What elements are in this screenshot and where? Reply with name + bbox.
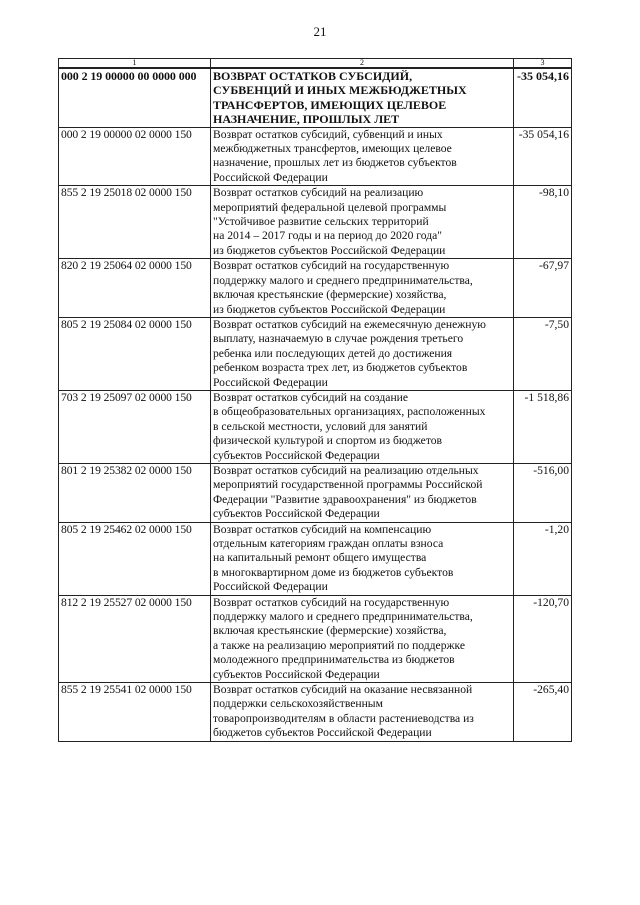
description-line: а также на реализацию мероприятий по поддержке — [213, 638, 465, 652]
description-line: товаропроизводителям в области растениеводства из — [213, 711, 474, 725]
description-line: Возврат остатков субсидий на ежемесячную денежную — [213, 317, 486, 331]
description-line: в многоквартирном доме из бюджетов субъектов — [213, 565, 454, 579]
description — [211, 522, 514, 595]
description-line: Возврат остатков субсидий на государственную — [213, 259, 450, 273]
column-number: 1 — [59, 59, 211, 69]
table-body — [59, 68, 572, 741]
table-row — [59, 683, 572, 742]
description-line: Возврат остатков субсидий на компенсацию — [213, 522, 432, 536]
table-row — [59, 463, 572, 522]
amount: -1 518,86 — [514, 390, 572, 463]
description-line: молодежного предпринимательства из бюджетов — [213, 653, 455, 667]
description-line: Российской Федерации — [213, 375, 328, 389]
amount: -7,50 — [514, 317, 572, 390]
description-line: ВОЗВРАТ ОСТАТКОВ СУБСИДИЙ, — [213, 69, 413, 83]
description — [211, 595, 514, 682]
table-row — [59, 68, 572, 127]
description-line: СУБВЕНЦИЙ И ИНЫХ МЕЖБЮДЖЕТНЫХ — [213, 83, 467, 98]
description-line: Российской Федерации — [213, 580, 328, 594]
budget-table — [58, 58, 572, 742]
budget-code: 805 2 19 25084 02 0000 150 — [59, 317, 211, 390]
amount: -98,10 — [514, 186, 572, 259]
description-line: в сельской местности, условий для занятий — [213, 419, 428, 433]
description-line: субъектов Российской Федерации — [213, 667, 380, 681]
description — [211, 317, 514, 390]
budget-code: 820 2 19 25064 02 0000 150 — [59, 259, 211, 318]
budget-code: 855 2 19 25541 02 0000 150 — [59, 683, 211, 742]
description — [211, 186, 514, 259]
description — [211, 68, 514, 127]
table-row — [59, 259, 572, 318]
amount: -265,40 — [514, 683, 572, 742]
description-line: ТРАНСФЕРТОВ, ИМЕЮЩИХ ЦЕЛЕВОЕ — [213, 97, 447, 112]
description-line: Возврат остатков субсидий на создание — [213, 390, 409, 404]
description-line: поддержку малого и среднего предпринимательства, — [213, 610, 473, 624]
description-line: "Устойчивое развитие сельских территорий — [213, 215, 429, 229]
description-line: субъектов Российской Федерации — [213, 507, 380, 521]
description-line: Российской Федерации — [213, 170, 328, 184]
description-line: поддержки сельскохозяйственным — [213, 697, 383, 711]
description — [211, 390, 514, 463]
column-number-row — [59, 59, 572, 69]
description-line: включая крестьянские (фермерские) хозяйства, — [213, 624, 447, 638]
description-line: межбюджетных трансфертов, имеющих целевое — [213, 142, 452, 156]
description-line: мероприятий федеральной целевой программы — [213, 200, 447, 214]
description-line: Возврат остатков субсидий, субвенций и иных — [213, 127, 443, 141]
description — [211, 463, 514, 522]
description-line: Федерации "Развитие здравоохранения" из бюджетов — [213, 492, 477, 506]
description-line: на капитальный ремонт общего имущества — [213, 551, 427, 565]
description-line: Возврат остатков субсидий на государственную — [213, 595, 450, 609]
amount: -120,70 — [514, 595, 572, 682]
description-line: мероприятий государственной программы Российской — [213, 478, 483, 492]
amount: -35 054,16 — [514, 127, 572, 186]
budget-code: 000 2 19 00000 02 0000 150 — [59, 127, 211, 186]
description-line: на 2014 – 2017 годы и на период до 2020 года" — [213, 229, 442, 243]
description-line: ребенком возраста трех лет, из бюджетов субъектов — [213, 361, 468, 375]
table-row — [59, 522, 572, 595]
table-row — [59, 317, 572, 390]
table-row — [59, 595, 572, 682]
description-line: поддержку малого и среднего предпринимательства, — [213, 273, 473, 287]
description-line: в общеобразовательных организациях, расположенных — [213, 405, 486, 419]
description-line: из бюджетов субъектов Российской Федерации — [213, 302, 446, 316]
amount: -516,00 — [514, 463, 572, 522]
amount: -67,97 — [514, 259, 572, 318]
column-number: 2 — [211, 59, 514, 69]
amount: -1,20 — [514, 522, 572, 595]
description-line: назначение, прошлых лет из бюджетов субъектов — [213, 156, 457, 170]
description-line: включая крестьянские (фермерские) хозяйства, — [213, 288, 447, 302]
description-line: физической культурой и спортом из бюджетов — [213, 434, 443, 448]
description — [211, 127, 514, 186]
budget-code: 703 2 19 25097 02 0000 150 — [59, 390, 211, 463]
column-number: 3 — [514, 59, 572, 69]
budget-code: 000 2 19 00000 00 0000 000 — [59, 68, 211, 127]
description-line: НАЗНАЧЕНИЕ, ПРОШЛЫХ ЛЕТ — [213, 112, 400, 127]
description-line: ребенка или последующих детей до достижения — [213, 346, 453, 360]
table-row — [59, 127, 572, 186]
description-line: из бюджетов субъектов Российской Федерации — [213, 243, 446, 257]
description-line: субъектов Российской Федерации — [213, 448, 380, 462]
description-line: Возврат остатков субсидий на реализацию — [213, 186, 424, 200]
description-line: Возврат остатков субсидий на реализацию отдельных — [213, 463, 479, 477]
budget-code: 855 2 19 25018 02 0000 150 — [59, 186, 211, 259]
amount: -35 054,16 — [514, 68, 572, 127]
budget-code: 812 2 19 25527 02 0000 150 — [59, 595, 211, 682]
description-line: выплату, назначаемую в случае рождения третьего — [213, 332, 464, 346]
table-row — [59, 390, 572, 463]
description-line: бюджетов субъектов Российской Федерации — [213, 726, 432, 740]
table-row — [59, 186, 572, 259]
budget-code: 805 2 19 25462 02 0000 150 — [59, 522, 211, 595]
description — [211, 683, 514, 742]
description-line: Возврат остатков субсидий на оказание несвязанной — [213, 683, 473, 697]
description-line: отдельным категориям граждан оплаты взноса — [213, 537, 444, 550]
description — [211, 259, 514, 318]
budget-code: 801 2 19 25382 02 0000 150 — [59, 463, 211, 522]
page-number: 21 — [313, 24, 327, 39]
